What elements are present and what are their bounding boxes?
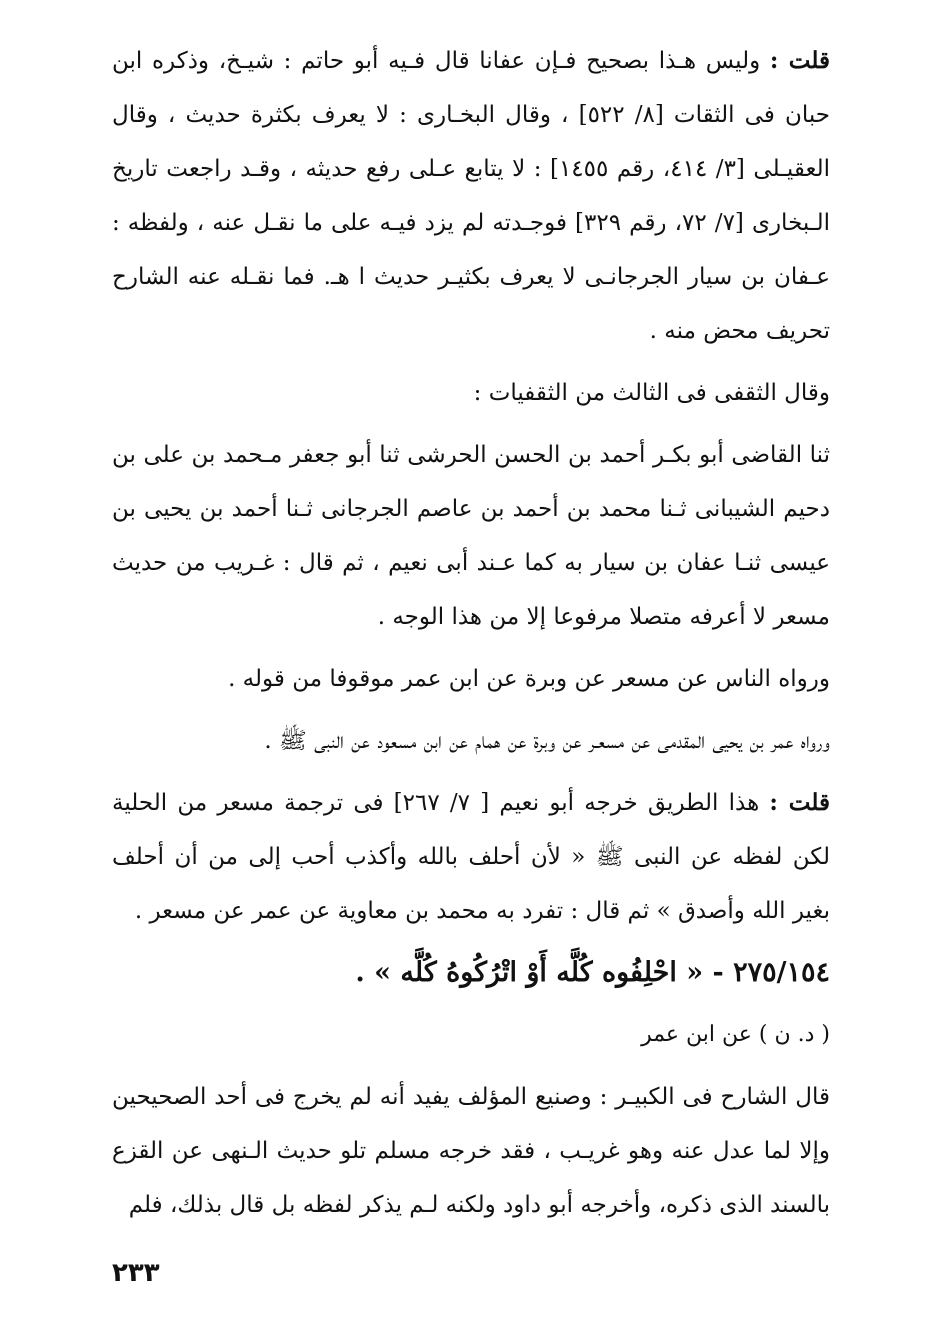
page-body bbox=[112, 34, 830, 1232]
paragraph-lead: قلت : bbox=[769, 789, 830, 816]
paragraph-qult-first bbox=[112, 34, 830, 358]
hadith-heading bbox=[112, 946, 830, 1000]
paragraph-lead: قلت : bbox=[769, 47, 830, 74]
paragraph-thaqafi-intro bbox=[112, 366, 830, 420]
paragraph-text: ورواه الناس عن مسعر عن وبرة عن ابن عمر موقوفا من قوله . bbox=[228, 666, 830, 692]
paragraph-text: وليس هـذا بصحيح فـإن عفانا قال فـيه أبو حاتم : شيـخ، وذكره ابن حبان فى الثقات [٨/ ٥٢٢] ، وقال البخـارى : لا يعرف بكثرة حديث ، وقال العقيـلى [٣/ ٤١٤، رقم ١٤٥٥] : لا يتابع عـلى رفع حديثه ، وقـد راجعت تاريخ الـبخارى [٧/ ٧٢، رقم ٣٢٩] فوجـدته لم يزد فيـه على ما نقـل عنه ، ولفظه : عـفان بن سيار الجرجانـى لا يعرف بكثيـر حديث ا هـ. فما نقـله عنه الشارح تحريف محض منه . bbox=[112, 48, 830, 344]
hadith-takhrij: ( د. ن ) عن ابن عمر bbox=[641, 1022, 830, 1047]
paragraph-text: هذا الطريق خرجه أبو نعيم [ ٧/ ٢٦٧] فى ترجمة مسعر من الحلية لكن لفظه عن النبى ﷺ « لأن أحلف بالله وأكذب أحب إلى من أن أحلف بغير الله وأصدق » ثم قال : تفرد به محمد بن معاوية عن عمر عن مسعر . bbox=[112, 790, 830, 924]
paragraph-text: وقال الثقفى فى الثالث من الثقفيات : bbox=[473, 380, 830, 406]
paragraph-commentary: قال الشارح فى الكبيـر : وصنيع المؤلف يفيد أنه لم يخرج فى أحد الصحيحين وإلا لما عدل عنه وهو غريـب ، فقد خرجه مسلم تلو حديث الـنهى عن القزع بالسند الذى ذكره، وأخرجه أبو داود ولكنه لـم يذكر لفظه بل قال بذلك، فلم bbox=[112, 1084, 830, 1218]
paragraph-text: ثنا القاضى أبو بكـر أحمد بن الحسن الحرشى ثنا أبو جعفر مـحمد بن على بن دحيم الشيبانى ثـنا محمد بن أحمد بن عاصم الجرجانى ثـنا أحمد بن يحيى بن عيسى ثنـا عفان بن سيار به كما عـند أبى نعيم ، ثم قال : غـريب من حديث مسعر لا أعرفه متصلا مرفوعا إلا من هذا الوجه . bbox=[112, 442, 830, 630]
paragraph-qult-second bbox=[112, 776, 830, 938]
paragraph-mawquf bbox=[112, 652, 830, 706]
paragraph-text: ورواه عمر بن يحيى المقدمى عن مسعـر عن وبرة عن همام عن ابن مسعود عن النبى ﷺ . bbox=[264, 728, 830, 754]
page-number: ٢٣٣ bbox=[112, 1258, 160, 1288]
hadith-number: ٢٧٥/١٥٤ bbox=[733, 957, 830, 988]
paragraph-muqaddami bbox=[112, 714, 830, 768]
paragraph-isnad bbox=[112, 428, 830, 644]
hadith-text: - « احْلِفُوه كُلَّه أَوْ اتْرُكُوهُ كُلَّه » . bbox=[355, 957, 734, 988]
